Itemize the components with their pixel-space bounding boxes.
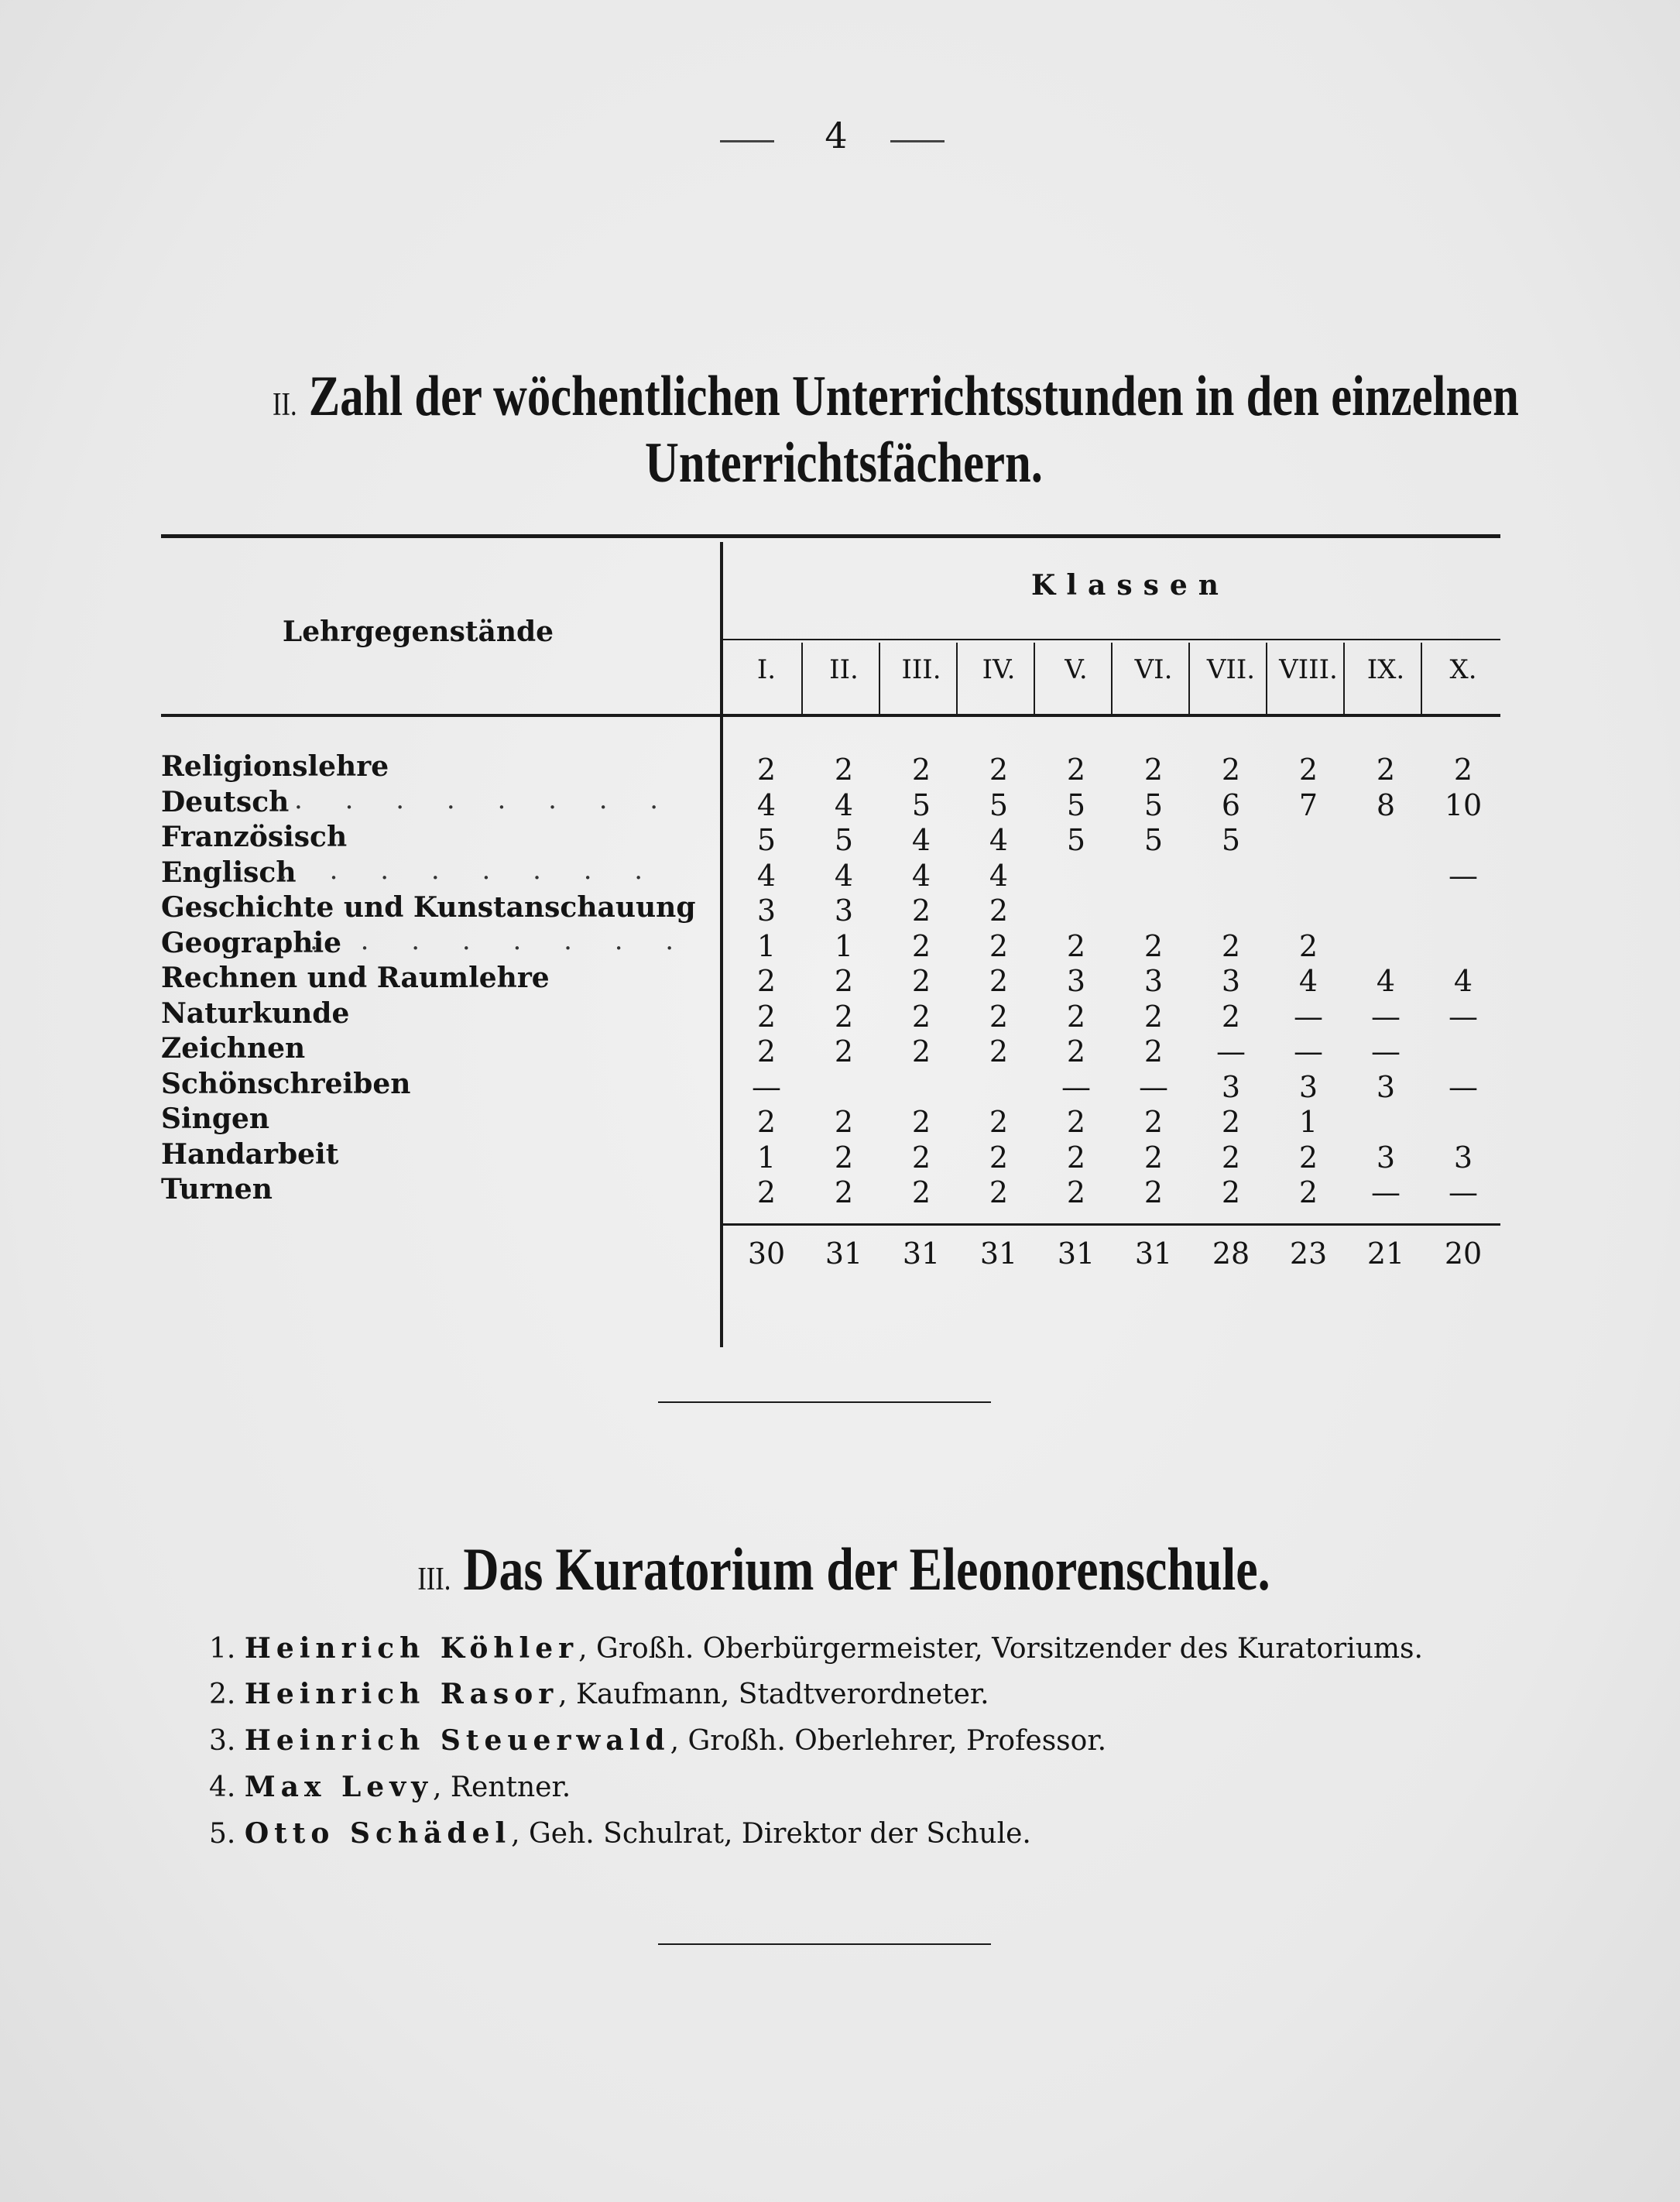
table-cell: 2 xyxy=(1143,1105,1164,1139)
member-number: 5. xyxy=(209,1818,236,1850)
table-cell: 3 xyxy=(756,893,777,928)
table-cell: 8 xyxy=(1376,788,1396,822)
table-cell: 2 xyxy=(834,964,854,998)
subject-label: Geographie xyxy=(161,927,342,959)
member-item xyxy=(209,1724,1106,1757)
table-cell: 3 xyxy=(1376,1140,1396,1175)
leader-dots: . . . . . . . . xyxy=(279,855,660,886)
leader-dots: . . . . . . . . xyxy=(294,784,676,815)
column-separator xyxy=(1421,643,1422,714)
member-number: 2. xyxy=(209,1679,236,1710)
table-cell: 2 xyxy=(756,753,777,787)
table-cell: 2 xyxy=(911,1140,931,1175)
section-3-title: Das Kuratorium der Eleonorenschule. xyxy=(463,1535,1270,1603)
table-cell: 2 xyxy=(834,1000,854,1034)
member-name: Max Levy xyxy=(244,1771,434,1803)
table-cell: 2 xyxy=(1376,753,1396,787)
section-separator-2 xyxy=(658,1943,991,1945)
table-cell: — xyxy=(1139,1070,1168,1104)
table-cell: 2 xyxy=(1221,929,1241,963)
section-3-heading xyxy=(273,1535,1415,1604)
table-cell: 2 xyxy=(989,1034,1009,1068)
column-separator xyxy=(1111,643,1113,714)
table-cell: — xyxy=(1449,1070,1478,1104)
subject-label: Deutsch xyxy=(161,786,290,818)
table-cell: 2 xyxy=(1221,1140,1241,1175)
table-cell: 3 xyxy=(834,893,854,928)
total-cell: 23 xyxy=(1289,1236,1328,1271)
table-cell: 5 xyxy=(756,823,777,857)
subject-label: Singen xyxy=(161,1103,270,1135)
table-cell: 2 xyxy=(989,1105,1009,1139)
subject-label: Rechnen und Raumlehre xyxy=(161,962,550,994)
table-cell: — xyxy=(1294,1000,1323,1034)
table-cell: 3 xyxy=(1066,964,1086,998)
table-cell: — xyxy=(1371,1000,1401,1034)
table-cell: 3 xyxy=(1298,1070,1318,1104)
table-cell: — xyxy=(1449,859,1478,893)
table-cell: — xyxy=(1061,1070,1091,1104)
column-separator xyxy=(1188,643,1190,714)
column-header: IX. xyxy=(1366,654,1405,685)
table-cell: 2 xyxy=(1221,1105,1241,1139)
table-cell: 2 xyxy=(1298,929,1318,963)
totals-rule xyxy=(720,1223,1500,1226)
table-cell: 2 xyxy=(911,753,931,787)
column-header: VII. xyxy=(1206,654,1256,685)
member-item xyxy=(209,1817,1031,1850)
table-top-rule xyxy=(161,534,1500,538)
section-2-heading xyxy=(273,364,1519,430)
member-name: Heinrich Köhler xyxy=(244,1632,579,1665)
column-separator xyxy=(956,643,958,714)
table-cell: 2 xyxy=(1453,753,1473,787)
total-cell: 28 xyxy=(1212,1236,1250,1271)
table-cell: 2 xyxy=(1221,753,1241,787)
table-cell: 2 xyxy=(989,1140,1009,1175)
subject-label: Englisch xyxy=(161,856,297,889)
subject-label: Geschichte und Kunstanschauung xyxy=(161,891,696,924)
table-cell: 2 xyxy=(756,1105,777,1139)
subject-label: Schönschreiben xyxy=(161,1068,411,1100)
member-description: , Geh. Schulrat, Direktor der Schule. xyxy=(511,1818,1031,1850)
table-cell: 2 xyxy=(989,1175,1009,1209)
page-number-rule-right xyxy=(890,140,945,142)
page-number-rule-left xyxy=(720,140,774,142)
table-cell: 2 xyxy=(834,1140,854,1175)
table-cell: 5 xyxy=(1066,788,1086,822)
table-cell: 2 xyxy=(1143,1034,1164,1068)
table-cell: 2 xyxy=(834,1105,854,1139)
table-cell: 2 xyxy=(834,1175,854,1209)
table-cell: 2 xyxy=(989,753,1009,787)
total-cell: 31 xyxy=(979,1236,1018,1271)
table-cell: 2 xyxy=(1066,1105,1086,1139)
table-cell: — xyxy=(1449,1000,1478,1034)
member-name: Otto Schädel xyxy=(244,1817,512,1850)
table-cell: 2 xyxy=(1221,1000,1241,1034)
table-cell: — xyxy=(1216,1034,1246,1068)
table-cell: 2 xyxy=(1066,1000,1086,1034)
member-item xyxy=(209,1678,989,1710)
table-cell: 7 xyxy=(1298,788,1318,822)
page-number: 4 xyxy=(825,115,848,156)
table-cell: 2 xyxy=(1066,929,1086,963)
total-cell: 31 xyxy=(902,1236,941,1271)
column-header: V. xyxy=(1065,654,1088,685)
column-header: II. xyxy=(829,654,859,685)
subject-label: Handarbeit xyxy=(161,1138,339,1171)
table-cell: 4 xyxy=(911,859,931,893)
column-header: I. xyxy=(756,654,777,685)
table-divider-vertical xyxy=(720,542,723,1347)
section-2-title-line1: Zahl der wöchentlichen Unterrichtsstunden in den einzelnen xyxy=(308,365,1519,428)
klassen-underline xyxy=(720,639,1500,640)
table-cell: 4 xyxy=(1453,964,1473,998)
table-cell: 2 xyxy=(911,1000,931,1034)
table-cell: — xyxy=(1371,1175,1401,1209)
table-cell: 4 xyxy=(756,788,777,822)
table-cell: 3 xyxy=(1143,964,1164,998)
table-cell: 2 xyxy=(756,1175,777,1209)
column-separator xyxy=(879,643,880,714)
table-cell: 1 xyxy=(1298,1105,1318,1139)
table-cell: 4 xyxy=(989,859,1009,893)
table-cell: — xyxy=(1294,1034,1323,1068)
column-header: VI. xyxy=(1134,654,1173,685)
total-cell: 20 xyxy=(1444,1236,1483,1271)
member-description: , Großh. Oberbürgermeister, Vorsitzender des Kuratoriums. xyxy=(578,1633,1423,1665)
column-header: IV. xyxy=(982,654,1016,685)
header-lehrgegenstaende: Lehrgegenstände xyxy=(282,616,554,648)
table-cell: 2 xyxy=(834,1034,854,1068)
table-cell: 1 xyxy=(756,929,777,963)
table-cell: 2 xyxy=(1298,1140,1318,1175)
table-cell: 2 xyxy=(1066,1175,1086,1209)
member-number: 1. xyxy=(209,1633,236,1665)
table-cell: 2 xyxy=(1143,1140,1164,1175)
member-description: , Kaufmann, Stadtverordneter. xyxy=(558,1679,989,1710)
table-cell: 2 xyxy=(756,1000,777,1034)
table-cell: 2 xyxy=(911,893,931,928)
table-cell: 4 xyxy=(989,823,1009,857)
table-cell: 2 xyxy=(1066,1034,1086,1068)
column-header: VIII. xyxy=(1279,654,1338,685)
section-2-roman: II. xyxy=(273,387,297,423)
section-3-roman: III. xyxy=(417,1562,451,1597)
subject-label: Naturkunde xyxy=(161,997,350,1030)
table-cell: — xyxy=(1371,1034,1401,1068)
table-cell: 2 xyxy=(834,753,854,787)
table-cell: 4 xyxy=(834,859,854,893)
total-cell: 21 xyxy=(1366,1236,1405,1271)
table-cell: 4 xyxy=(911,823,931,857)
member-number: 3. xyxy=(209,1725,236,1757)
table-cell: 4 xyxy=(1298,964,1318,998)
table-header-rule xyxy=(161,714,1500,717)
table-cell: 2 xyxy=(1066,753,1086,787)
table-cell: — xyxy=(752,1070,781,1104)
column-separator xyxy=(1034,643,1035,714)
table-cell: 5 xyxy=(1066,823,1086,857)
section-2-heading-line2: Unterrichtsfächern. xyxy=(645,431,1043,495)
subject-label: Französisch xyxy=(161,821,348,853)
subject-label: Zeichnen xyxy=(161,1032,306,1065)
table-cell: 2 xyxy=(1221,1175,1241,1209)
total-cell: 30 xyxy=(747,1236,786,1271)
table-cell: 4 xyxy=(756,859,777,893)
table-cell: — xyxy=(1449,1175,1478,1209)
table-cell: 2 xyxy=(911,1175,931,1209)
table-cell: 2 xyxy=(911,964,931,998)
member-description: , Rentner. xyxy=(433,1772,571,1803)
table-cell: 1 xyxy=(834,929,854,963)
table-cell: 4 xyxy=(1376,964,1396,998)
table-cell: 2 xyxy=(1298,1175,1318,1209)
table-cell: 2 xyxy=(1298,753,1318,787)
table-cell: 2 xyxy=(989,964,1009,998)
table-cell: 5 xyxy=(1143,788,1164,822)
table-cell: 2 xyxy=(1143,753,1164,787)
table-cell: 2 xyxy=(1143,1000,1164,1034)
section-separator-1 xyxy=(658,1401,991,1403)
member-name: Heinrich Rasor xyxy=(244,1678,559,1710)
total-cell: 31 xyxy=(825,1236,863,1271)
table-cell: 2 xyxy=(1066,1140,1086,1175)
table-cell: 5 xyxy=(1143,823,1164,857)
table-cell: 5 xyxy=(834,823,854,857)
table-cell: 2 xyxy=(911,1105,931,1139)
table-cell: 4 xyxy=(834,788,854,822)
table-cell: 3 xyxy=(1221,1070,1241,1104)
column-header: III. xyxy=(901,654,941,685)
table-cell: 5 xyxy=(911,788,931,822)
member-name: Heinrich Steuerwald xyxy=(244,1724,670,1757)
subject-label: Religionslehre xyxy=(161,750,389,783)
column-separator xyxy=(1343,643,1345,714)
table-cell: 2 xyxy=(1143,929,1164,963)
table-cell: 1 xyxy=(756,1140,777,1175)
table-cell: 5 xyxy=(1221,823,1241,857)
table-cell: 2 xyxy=(911,1034,931,1068)
table-cell: 3 xyxy=(1376,1070,1396,1104)
table-cell: 10 xyxy=(1444,788,1483,822)
member-number: 4. xyxy=(209,1772,236,1803)
table-cell: 2 xyxy=(989,1000,1009,1034)
subject-label: Turnen xyxy=(161,1173,273,1206)
table-cell: 2 xyxy=(911,929,931,963)
column-separator xyxy=(1266,643,1267,714)
total-cell: 31 xyxy=(1057,1236,1095,1271)
column-separator xyxy=(801,643,803,714)
table-cell: 3 xyxy=(1453,1140,1473,1175)
leader-dots: . . . . . . . . xyxy=(310,925,691,956)
member-item xyxy=(209,1632,1423,1665)
table-cell: 2 xyxy=(989,929,1009,963)
table-cell: 6 xyxy=(1221,788,1241,822)
table-cell: 2 xyxy=(1143,1175,1164,1209)
table-cell: 5 xyxy=(989,788,1009,822)
column-header: X. xyxy=(1449,654,1477,685)
table-cell: 2 xyxy=(756,1034,777,1068)
table-cell: 2 xyxy=(756,964,777,998)
member-item xyxy=(209,1771,571,1803)
table-cell: 3 xyxy=(1221,964,1241,998)
member-description: , Großh. Oberlehrer, Professor. xyxy=(670,1725,1107,1757)
header-klassen: Klassen xyxy=(1031,569,1229,602)
total-cell: 31 xyxy=(1134,1236,1173,1271)
table-cell: 2 xyxy=(989,893,1009,928)
